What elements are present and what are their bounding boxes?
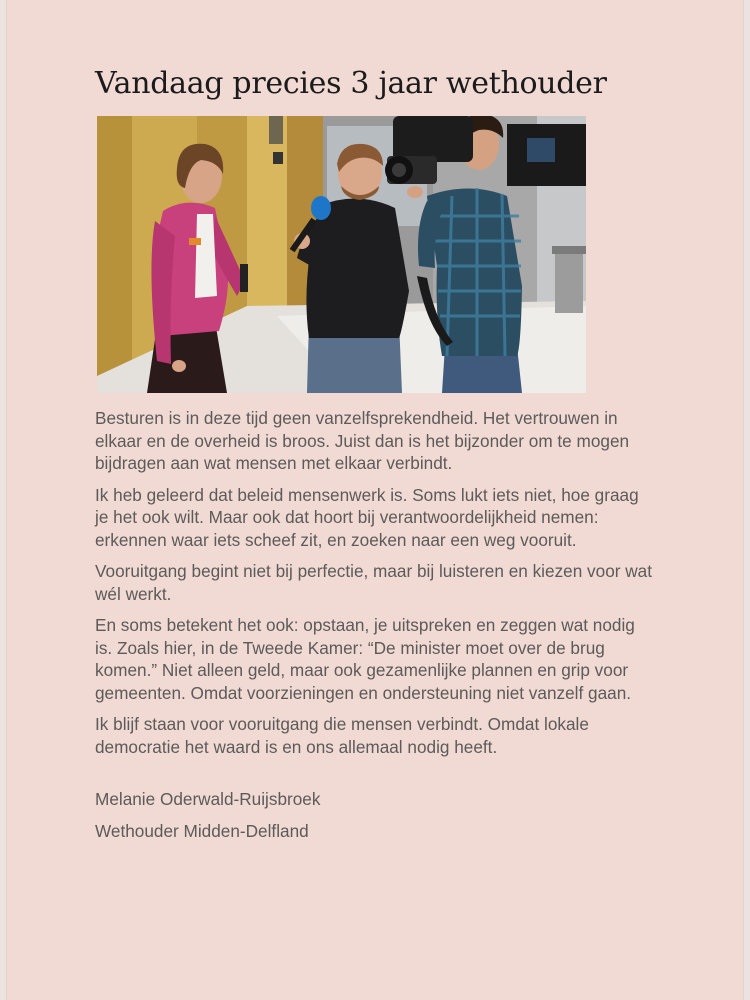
- paragraph-4: En soms betekent het ook: opstaan, je uitspreken en zeggen wat nodig is. Zoals hier, in de Tweede Kamer: “De minister moet over de brug komen.” Niet alleen geld, maar ook gezamenlijke plannen en grip voor gemeenten. Omdat voorzieningen en ondersteuning niet vanzelf gaan.: [95, 615, 635, 703]
- document-page: [6, 0, 744, 1000]
- paragraph-2: Ik heb geleerd dat beleid mensenwerk is. Soms lukt iets niet, hoe graag je het ook wilt. Maar ook dat hoort bij verantwoordelijkheid nemen: erkennen waar iets scheef zit, en zoeken naar een weg vooruit.: [95, 484, 639, 550]
- paragraph-5: Ik blijf staan voor vooruitgang die mensen verbindt. Omdat lokale democratie het waard is en ons allemaal nodig heeft.: [95, 714, 589, 757]
- post-content: [95, 64, 655, 852]
- signature-block: [95, 788, 655, 842]
- paragraph-1: Besturen is in deze tijd geen vanzelfsprekendheid. Het vertrouwen in elkaar en de overheid is broos. Juist dan is het bijzonder om te mogen bijdragen aan wat mensen met elkaar verbindt.: [95, 408, 630, 473]
- signature-role: Wethouder Midden-Delfland: [95, 821, 309, 841]
- post-title: Vandaag precies 3 jaar wethouder: [95, 66, 607, 101]
- signature-name: Melanie Oderwald-Ruijsbroek: [95, 789, 321, 809]
- paragraph-3: Vooruitgang begint niet bij perfectie, maar bij luisteren en kiezen voor wat wél werkt.: [95, 561, 653, 604]
- interview-photo: [97, 116, 586, 393]
